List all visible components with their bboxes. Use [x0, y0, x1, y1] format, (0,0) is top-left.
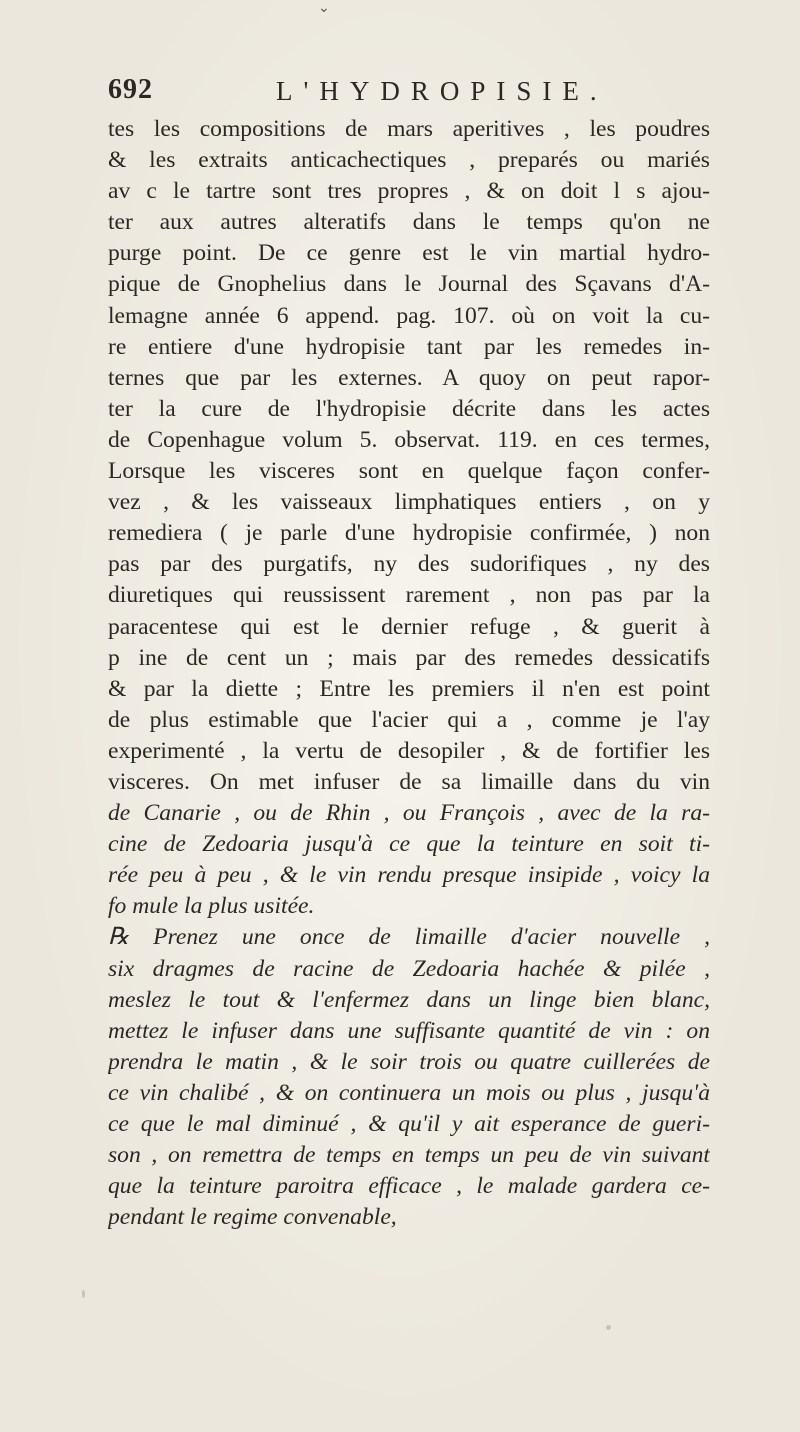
recipe-line: mettez le infuser dans une suffisante quantité de vin : on	[108, 1017, 710, 1044]
text-line: visceres. On met infuser de sa limaille dans du vin	[108, 768, 710, 795]
text-line: paracentese qui est le dernier refuge , & guerit à	[108, 613, 710, 640]
text-line: vez , & les vaisseaux limphatiques entiers , on y	[108, 489, 710, 516]
text-line: tes les compositions de mars aperitives , les poudres	[108, 116, 710, 142]
text-line: de Canarie , ou de Rhin , ou François , avec de la ra-	[108, 800, 710, 827]
running-title: L'HYDROPISIE.	[276, 76, 608, 106]
recipe-line: son , on remettra de temps en temps un peu de vin suivant	[108, 1142, 710, 1169]
text-line: lemagne année 6 append. pag. 107. où on voit la cu-	[108, 302, 710, 329]
recipe-line: ce que le mal diminué , & qu'il y ait esperance de gueri-	[108, 1111, 710, 1137]
text-line: ter aux autres alteratifs dans le temps qu'on ne	[108, 209, 710, 236]
recipe-line: meslez le tout & l'enfermez dans un linge bien blanc,	[108, 986, 710, 1013]
text-line: & les extraits anticachectiques , preparés ou mariés	[108, 147, 710, 174]
text-line: remediera ( je parle d'une hydropisie confirmée, ) non	[108, 520, 710, 547]
margin-mark-icon: ⌄	[318, 1, 330, 16]
text-line: & par la diette ; Entre les premiers il n'en est point	[108, 675, 710, 702]
text-line: ternes que par les externes. A quoy on peut rapor-	[108, 364, 710, 391]
text-line: cine de Zedoaria jusqu'à ce que la teinture en soit ti-	[108, 831, 710, 858]
recipe-line: que la teinture paroitra efficace , le malade gardera ce-	[108, 1173, 710, 1200]
text-line: re entiere d'une hydropisie tant par les remedes in-	[108, 333, 710, 360]
recipe-line: pendant le regime convenable,	[108, 1204, 397, 1231]
text-line: diuretiques qui reussissent rarement , non pas par la	[108, 582, 710, 609]
recipe-line: prendra le matin , & le soir trois ou quatre cuillerées de	[108, 1048, 710, 1075]
ink-spot	[82, 1290, 85, 1298]
text-line: pique de Gnophelius dans le Journal des Sçavans d'A-	[108, 271, 710, 298]
text-line: experimenté , la vertu de desopiler , & de fortifier les	[108, 737, 710, 764]
text-line: fo mule la plus usitée.	[108, 893, 315, 920]
text-line: rée peu à peu , & le vin rendu presque insipide , voicy la	[108, 862, 710, 889]
text-line: av c le tartre sont tres propres , & on doit l s ajou-	[108, 178, 710, 205]
text-line: p ine de cent un ; mais par des remedes dessicatifs	[108, 644, 710, 671]
body-text	[108, 114, 710, 1233]
ink-spot	[606, 1325, 611, 1330]
text-line: pas par des purgatifs, ny des sudorifiques , ny des	[108, 551, 710, 578]
page-header	[108, 74, 708, 114]
text-line: purge point. De ce genre est le vin martial hydro-	[108, 240, 710, 267]
text-line: de plus estimable que l'acier qui a , comme je l'ay	[108, 706, 710, 733]
text-line: de Copenhague volum 5. observat. 119. en ces termes,	[108, 426, 710, 453]
page-number: 692	[108, 74, 153, 105]
recipe-line: ce vin chalibé , & on continuera un mois ou plus , jusqu'à	[108, 1079, 710, 1106]
recipe-line: ℞ Prenez une once de limaille d'acier nouvelle ,	[108, 924, 710, 951]
text-line: Lorsque les visceres sont en quelque façon confer-	[108, 458, 710, 485]
text-line: ter la cure de l'hydropisie décrite dans les actes	[108, 395, 710, 422]
recipe-line: six dragmes de racine de Zedoaria hachée & pilée ,	[108, 955, 710, 982]
